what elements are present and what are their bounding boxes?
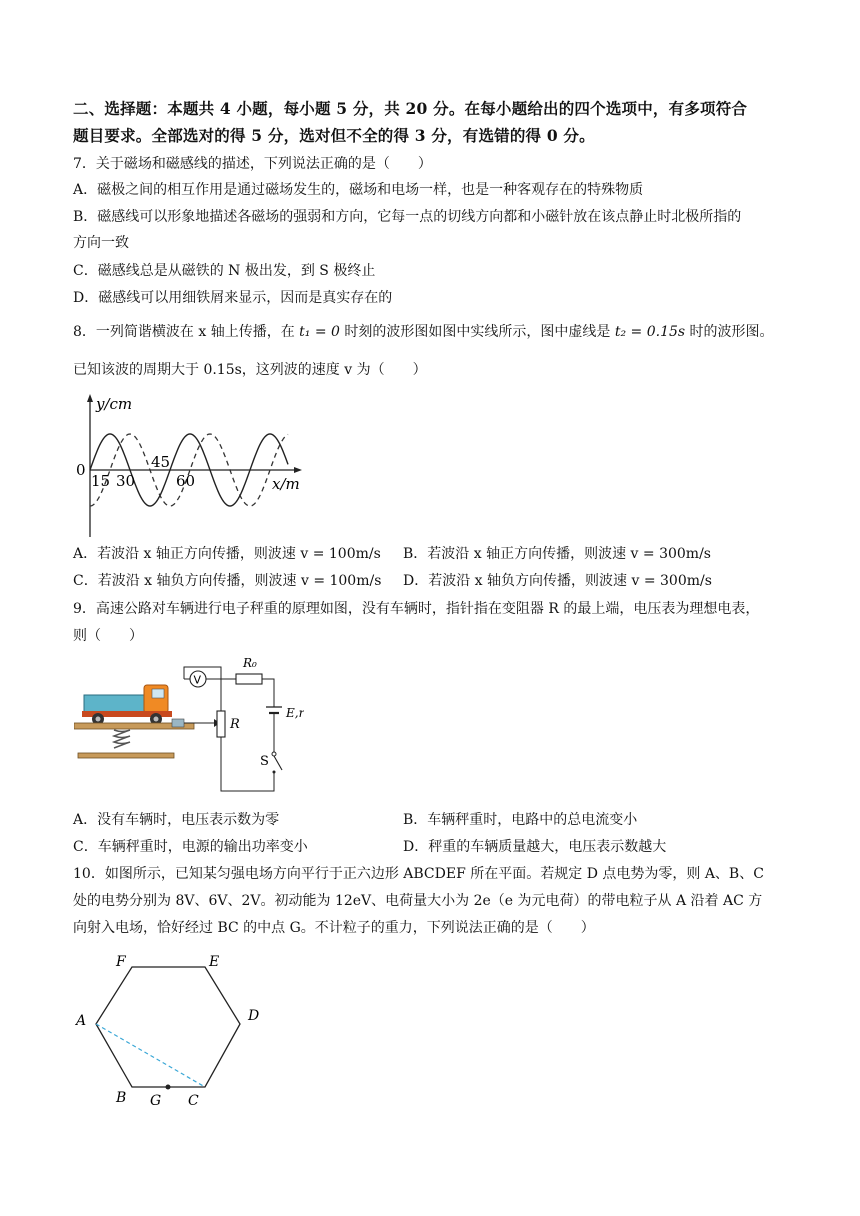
section-heading-line2: 题目要求。全部选对的得 5 分，选对但不全的得 3 分，有选错的得 0 分。 [73, 126, 595, 145]
q8-stem-line1 [73, 322, 774, 342]
spring-icon [114, 730, 130, 748]
q9-option-b: B．车辆秤重时，电路中的总电流变小 [403, 812, 638, 828]
tick-label-30: 30 [116, 472, 136, 490]
tick-label-15: 15 [91, 472, 111, 490]
y-axis-label: y/cm [96, 395, 133, 413]
hexagon-diagram [70, 950, 270, 1110]
q8-option-c: C．若波沿 x 轴负方向传播，则波速 v = 100m/s [73, 573, 382, 589]
q8-stem-line2: 已知该波的周期大于 0.15s，这列波的速度 v 为（ ） [73, 362, 427, 378]
vertex-label-B: B [116, 1090, 127, 1106]
dashed-line-AC [96, 1024, 205, 1087]
vertex-label-A: A [76, 1013, 87, 1029]
q10-stem-line1: 10．如图所示，已知某匀强电场方向平行于正六边形 ABCDEF 所在平面。若规定 D 点电势为零，则 A、B、C [73, 866, 764, 882]
q7-option-b-line2: 方向一致 [73, 235, 129, 251]
x-axis-label: x/m [272, 475, 300, 493]
label-source: E,r [286, 706, 304, 720]
label-R: R [230, 717, 240, 732]
q8-t2: t₂ = 0.15s [614, 324, 686, 340]
truck-icon [82, 685, 172, 725]
scale-circuit-diagram [74, 655, 304, 795]
label-switch: S [260, 754, 269, 769]
rheostat-R [217, 711, 225, 737]
q8-option-d: D．若波沿 x 轴负方向传播，则波速 v = 300m/s [403, 573, 712, 589]
scale-base [78, 753, 174, 758]
label-R0: R₀ [243, 656, 257, 670]
q9-option-d: D．秤重的车辆质量越大，电压表示数越大 [403, 839, 667, 855]
point-label-G: G [150, 1093, 162, 1109]
vertex-label-C: C [188, 1093, 199, 1109]
y-axis-arrow [87, 394, 93, 402]
q9-option-a: A．没有车辆时，电压表示数为零 [73, 812, 280, 828]
q8-option-b: B．若波沿 x 轴正方向传播，则波速 v = 300m/s [403, 546, 711, 562]
q8-stem-part3: 时的波形图。 [685, 324, 774, 340]
vertex-label-F: F [116, 954, 126, 970]
point-G [166, 1085, 171, 1090]
q8-t1: t₁ = 0 [299, 324, 340, 340]
vertex-label-D: D [248, 1008, 260, 1024]
wave-graph [70, 392, 310, 537]
resistor-R0 [236, 674, 262, 684]
switch-icon [274, 756, 282, 770]
q7-option-a: A．磁极之间的相互作用是通过磁场发生的，磁场和电场一样，也是一种客观存在的特殊物质 [73, 182, 644, 198]
switch-pivot [272, 752, 276, 756]
q7-stem: 7．关于磁场和磁感线的描述，下列说法正确的是（ ） [73, 156, 432, 172]
voltmeter-label: V [193, 673, 202, 687]
tick-label-45: 45 [151, 453, 171, 471]
origin-label: 0 [76, 461, 86, 479]
x-axis-arrow [294, 467, 302, 473]
hexagon-ABCDEF [96, 967, 240, 1087]
q8-stem-part2: 时刻的波形图如图中实线所示，图中虚线是 [339, 324, 615, 340]
q10-stem-line3: 向射入电场，恰好经过 BC 的中点 G。不计粒子的重力，下列说法正确的是（ ） [73, 920, 595, 936]
q8-option-a: A．若波沿 x 轴正方向传播，则波速 v = 100m/s [73, 546, 381, 562]
q7-option-d: D．磁感线可以用细铁屑来显示，因而是真实存在的 [73, 290, 393, 306]
q9-stem-line2: 则（ ） [73, 628, 143, 644]
q9-stem-line1: 9．高速公路对车辆进行电子秤重的原理如图，没有车辆时，指针指在变阻器 R 的最上端，电压表为理想电表， [73, 601, 760, 617]
q10-stem-line2: 处的电势分别为 8V、6V、2V。初动能为 12eV、电荷量大小为 2e（e 为元电荷）的带电粒子从 A 沿着 AC 方 [73, 893, 763, 909]
tick-label-60: 60 [176, 472, 196, 490]
q7-option-c: C．磁感线总是从磁铁的 N 极出发，到 S 极终止 [73, 263, 376, 279]
q9-option-c: C．车辆秤重时，电源的输出功率变小 [73, 839, 308, 855]
vertex-label-E: E [209, 954, 220, 970]
section-heading-line1: 二、选择题：本题共 4 小题，每小题 5 分，共 20 分。在每小题给出的四个选项中，有多项符合 [73, 99, 748, 118]
q7-option-b-line1: B．磁感线可以形象地描述各磁场的强弱和方向，它每一点的切线方向都和小磁针放在该点静止时北极所指的 [73, 209, 742, 225]
q8-stem-part1: 8．一列简谐横波在 x 轴上传播，在 [73, 324, 300, 340]
